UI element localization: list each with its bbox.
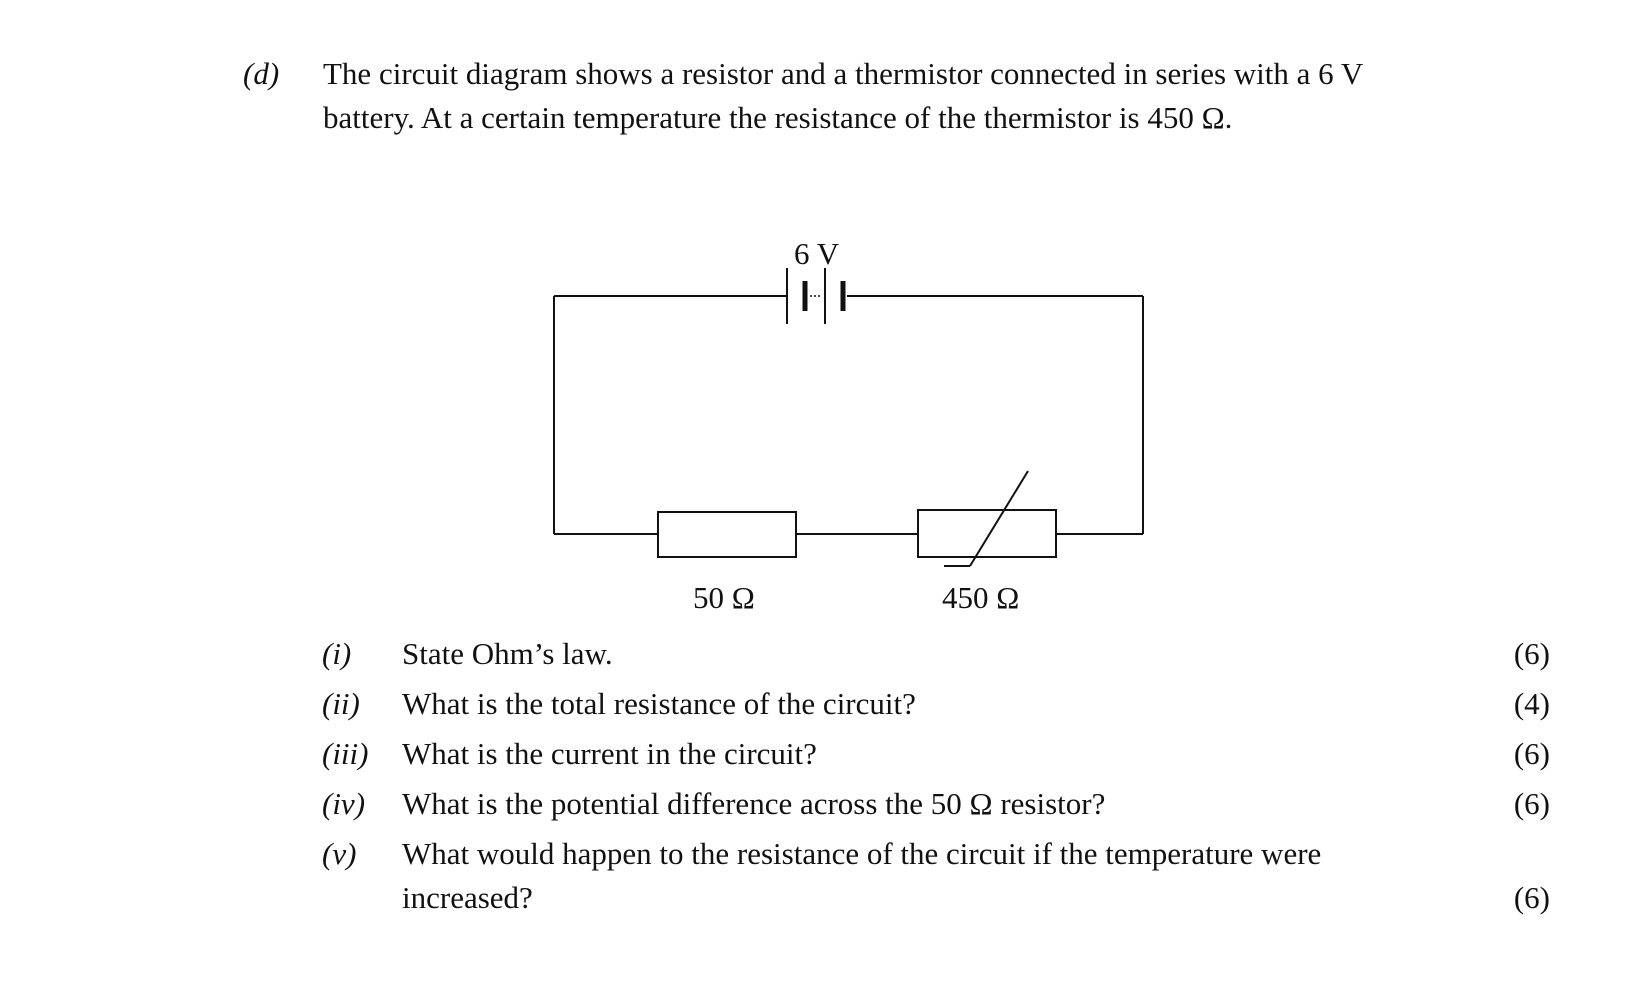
subquestion-marks-ii: (4) [1513, 686, 1550, 721]
subquestion-marks-iv: (6) [1513, 786, 1550, 821]
subquestion-text-iv: What is the potential difference across the 50 Ω resistor? [402, 786, 1106, 821]
subquestion-text-ii: What is the total resistance of the circuit? [402, 686, 916, 721]
subquestion-marks-iii: (6) [1513, 736, 1550, 771]
question-stem-line-2: battery. At a certain temperature the resistance of the thermistor is 450 Ω. [323, 100, 1233, 135]
subquestion-marks-v: (6) [1513, 880, 1550, 915]
battery-label: 6 V [794, 236, 840, 271]
subquestion-text-iii: What is the current in the circuit? [402, 736, 817, 771]
thermistor-symbol [918, 471, 1056, 566]
subquestion-label-ii: (ii) [322, 686, 360, 721]
subquestion-marks-i: (6) [1513, 636, 1550, 671]
subquestion-label-iv: (iv) [322, 786, 366, 821]
subquestion-text-i: State Ohm’s law. [402, 636, 613, 671]
subquestion-text-v-continued: increased? [402, 880, 533, 915]
subquestion-label-i: (i) [322, 636, 352, 671]
subquestion-label-iii: (iii) [322, 736, 369, 771]
question-stem-line-1: The circuit diagram shows a resistor and a thermistor connected in series with a 6 V [323, 56, 1364, 91]
thermistor-label: 450 Ω [942, 580, 1020, 615]
resistor-label: 50 Ω [693, 580, 755, 615]
subquestion-label-v: (v) [322, 836, 357, 871]
battery-symbol [787, 268, 843, 324]
resistor-symbol [658, 512, 796, 557]
subquestion-text-v: What would happen to the resistance of the circuit if the temperature were [402, 836, 1322, 871]
part-label: (d) [243, 56, 280, 91]
